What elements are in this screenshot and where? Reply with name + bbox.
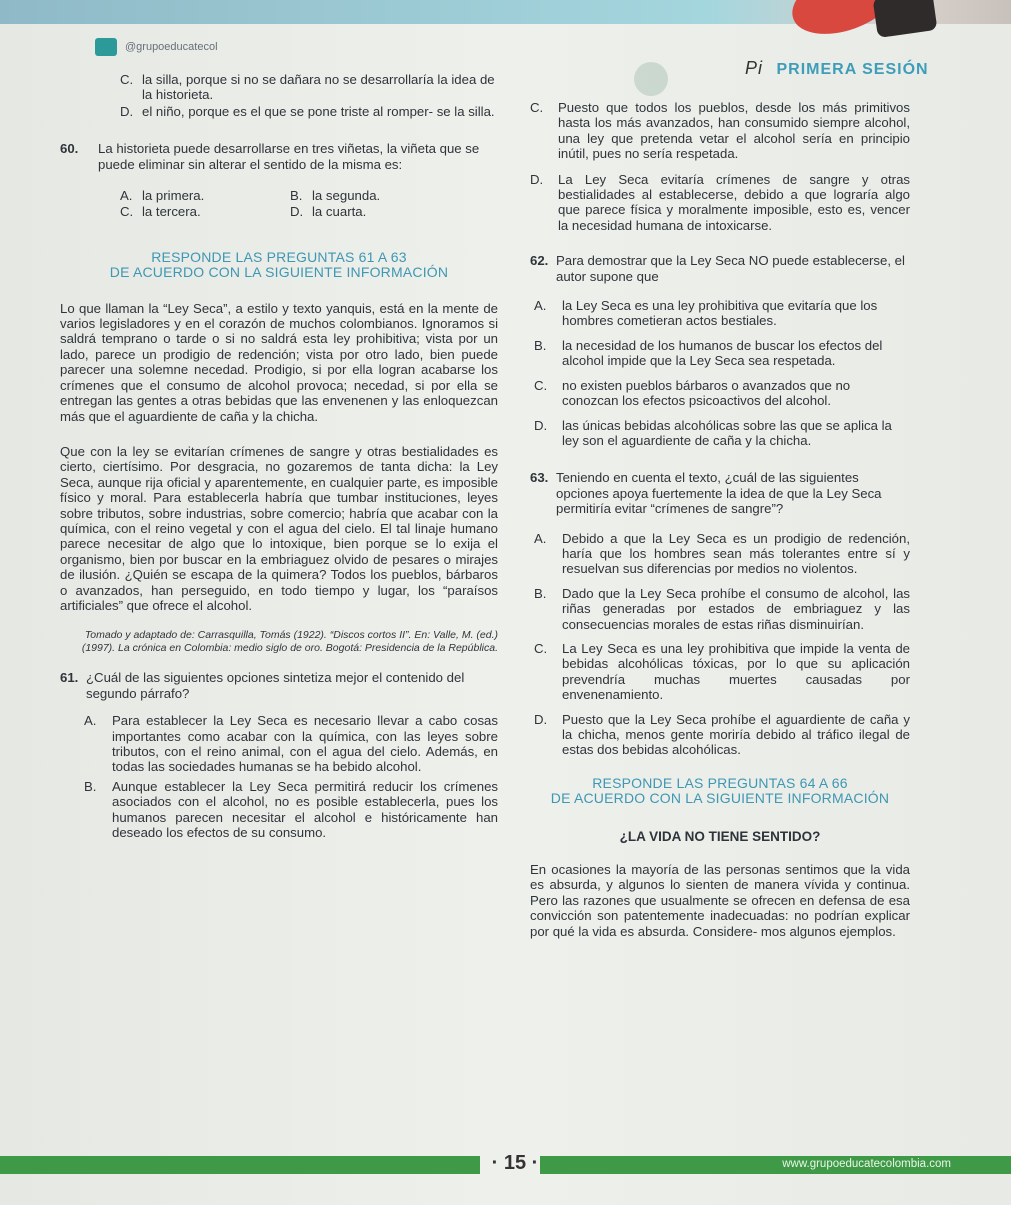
option: A. Para establecer la Ley Seca es necesario llevar a cabo cosas importantes como acabar con la química, con las leyes sobre tributos, con el reino animal, con el agua del cielo. Además, en todas las sociedades humanas se ha bebido alcohol. (84, 713, 498, 775)
reading-paragraph-1: Lo que llaman la “Ley Seca”, a estilo y texto yanquis, está en la mente de varios legisladores y en el corazón de muchos colombianos. Ignoramos si saldrá temprano o tarde o si no saldrá esta ley prohibitiva; vista por un lado, parece un prodigio de redención; vista por otro lado, bien puede parecer una solemne necedad. Prodigio, si por ella logran acabarse los crímenes que el consumo de alcohol provoca; necedad, si por ella se entregan las gentes a otras bebidas que las envenenen y las enloquezcan más que el aguardiente de caña y la chicha. (60, 300, 498, 424)
page-number: · 15 · (491, 1152, 539, 1174)
option: A. la primera. (120, 188, 205, 204)
question-63: 63. Teniendo en cuenta el texto, ¿cuál de las siguientes opciones apoya fuertemente la idea de que la Ley Seca permitiría evitar “crímenes de sangre”? (530, 470, 882, 517)
right-column (530, 100, 910, 939)
page-footer (0, 1152, 1011, 1174)
option: A. Debido a que la Ley Seca es un prodigio de redención, haría que los hombres sean más tolerantes entre sí y resuelvan sus diferencias por medios no violentos. (534, 530, 910, 577)
ball-icon (634, 62, 668, 96)
section-heading: RESPONDE LAS PREGUNTAS 61 A 63 DE ACUERDO CON LA SIGUIENTE INFORMACIÓN (109, 248, 449, 281)
reading-paragraph-2: Que con la ley se evitarían crímenes de sangre y otras bestialidades es cierto, ciertísimo. Por desgracia, no gozaremos de tanta dicha: la Ley Seca, aunque rija oficial y aparentemente, en cualquier parte, es imposible físico y moral. Para establecerla habría que tumbar instituciones, leyes sobre tributos, sobre industrias, sobre comercio; habría que acabar con la química, con el reino vegetal y con el agua del cielo. El tal linaje humano parece necesitar de algo que lo intoxique, bien porque se lo exija el organismo, bien por buscar en la embriaguez olvido de pesares o mirajes de ilusión. ¿Quién se escapa de la quimera? Todos los pueblos, bárbaros o avanzados, han perseguido, en todo tiempo y lugar, los “paraísos artificiales” que ofrece el alcohol. (60, 443, 498, 613)
question-63-options (530, 531, 910, 758)
option: C. la silla, porque si no se dañara no se desarrollaría la idea de la historieta. (120, 72, 495, 103)
left-column (60, 72, 498, 840)
reading-paragraph-3: En ocasiones la mayoría de las personas sentimos que la vida es absurda, y algunos lo sienten de manera vívida y continua. Pero las razones que usualmente se ofrecen en defensa de esa convicción son patentemente inadecuadas: no podrían explicar por qué la vida es absurda. Considere- mos algunos ejemplos. (530, 862, 910, 939)
logo-icon (95, 38, 117, 56)
footer-url: www.grupoeducatecolombia.com (782, 1158, 951, 1170)
option: B. la segunda. (290, 188, 381, 204)
session-heading (745, 58, 929, 79)
option: D. las únicas bebidas alcohólicas sobre las que se aplica la ley son el aguardiente de caña y la chicha. (534, 417, 892, 448)
section-heading: RESPONDE LAS PREGUNTAS 64 A 66 DE ACUERDO CON LA SIGUIENTE INFORMACIÓN (550, 774, 890, 807)
option: C. La Ley Seca es una ley prohibitiva que impide la venta de bebidas alcohólicas tóxicas, por lo que su aplicación prevendría muchas muertes causadas por envenenamiento. (534, 640, 910, 703)
option: D. la cuarta. (290, 204, 367, 220)
question-60-options (60, 188, 498, 220)
option: D. La Ley Seca evitaría crímenes de sangre y otras bestialidades al establecerse, debido a que lograría algo que parece física y moralmente imposible, esto es, vencer la necesidad humana de intoxicarse. (530, 171, 910, 233)
source-citation: Tomado y adaptado de: Carrasquilla, Tomás (1922). “Discos cortos II”. En: Valle, M. (ed.) (1997). La crónica en Colombia: medio siglo de oro. Bogotá: Presidencia de la República. (81, 629, 498, 654)
question-62: 62. Para demostrar que la Ley Seca NO puede establecerse, el autor supone que (530, 253, 905, 284)
handwritten-initials: Pi (745, 58, 764, 78)
reading-title: ¿LA VIDA NO TIENE SENTIDO? (619, 828, 821, 844)
publisher-logo (95, 38, 218, 56)
option: D. el niño, porque es el que se pone triste al romper- se la silla. (120, 103, 495, 119)
logo-text: @grupoeducatecol (125, 41, 218, 53)
option: C. no existen pueblos bárbaros o avanzados que no conozcan los efectos psicoactivos del alcohol. (534, 377, 851, 409)
question-62-options (530, 298, 910, 448)
question-61-options (60, 713, 498, 840)
footer-bar (0, 1156, 480, 1174)
question-60: 60. La historieta puede desarrollarse en tres viñetas, la viñeta que se puede eliminar sin alterar el sentido de la misma es: (60, 141, 480, 172)
option: C. Puesto que todos los pueblos, desde los más primitivos hasta los más avanzados, han consumido siempre alcohol, una ley que pretenda vetar el alcohol sería en principio inútil, pues no sería respetada. (530, 100, 910, 162)
option: B. Aunque establecer la Ley Seca permitirá reducir los crímenes asociados con el alcohol, no es posible establecerla, pues los humanos parecen necesitar el alcohol e históricamente han deseado los efectos de su consumo. (84, 778, 498, 841)
option: C. la tercera. (120, 204, 201, 220)
option: A. la Ley Seca es una ley prohibitiva que evitaría que los hombres cometieran actos bestiales. (534, 298, 878, 329)
option: B. la necesidad de los humanos de buscar los efectos del alcohol impide que la Ley Seca sea respetada. (534, 337, 883, 369)
option: B. Dado que la Ley Seca prohíbe el consumo de alcohol, las riñas generadas por estados de embriaguez y las consecuencias morales de estas riñas disminuirían. (534, 585, 910, 632)
decorative-shape (873, 0, 938, 38)
top-color-band (0, 0, 1011, 24)
session-label: PRIMERA SESIÓN (776, 61, 929, 78)
question-61: 61. ¿Cuál de las siguientes opciones sintetiza mejor el contenido del segundo párrafo? (60, 670, 465, 701)
option: D. Puesto que la Ley Seca prohíbe el aguardiente de caña y la chicha, menos gente moriría debido al tráfico ilegal de estas dos bebidas alcohólicas. (534, 711, 910, 758)
